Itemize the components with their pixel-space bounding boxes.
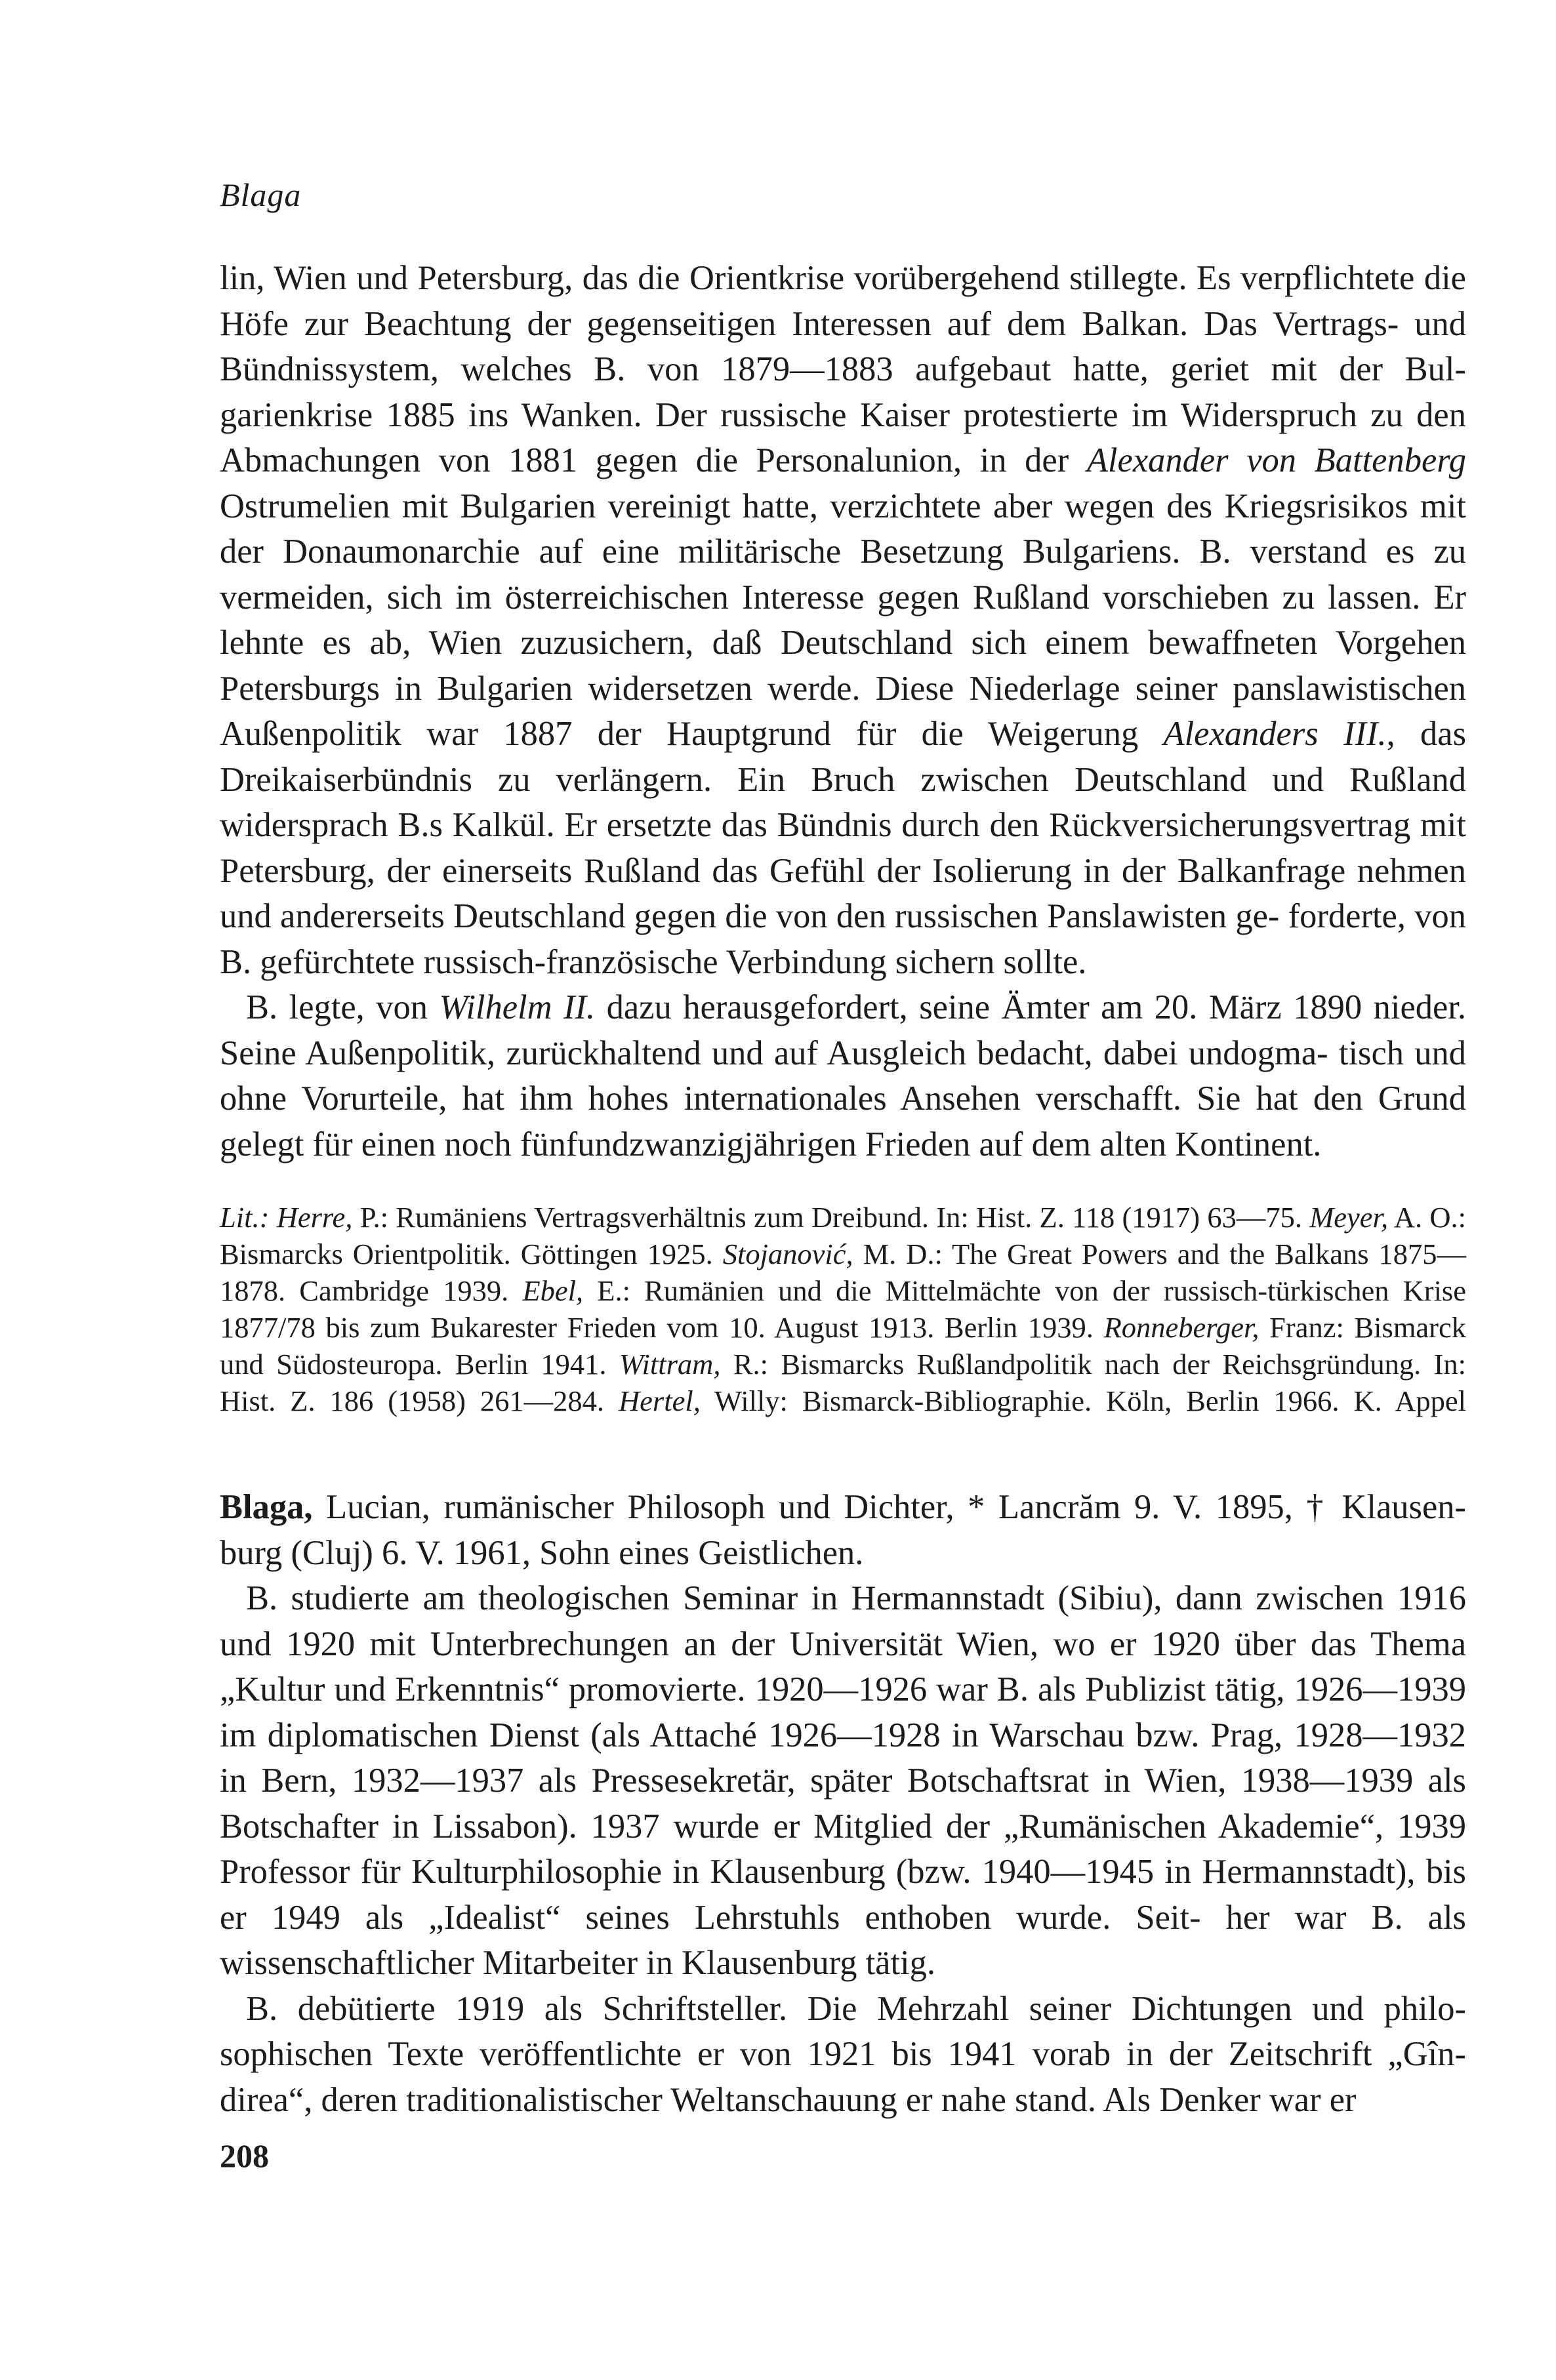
lit-reference: Willy: Bismarck-Bibliographie. Köln, Berlin 1966. (714, 1384, 1340, 1417)
lit-author: Ronneberger, (1103, 1311, 1259, 1344)
article-author: K. Appel (1353, 1384, 1467, 1417)
lit-reference: E.: Rumänien und die Mittelmächte von der russisch-türkischen Krise 1877/78 bis zum Bukarester Frieden vom 10. August 1913. Berlin 1939. (220, 1274, 1467, 1344)
entry-headword: Blaga, (220, 1488, 313, 1526)
bismarck-paragraph-2 (220, 985, 1466, 1167)
blaga-entry-intro (220, 1485, 1466, 1576)
lit-author: Hertel, (619, 1384, 701, 1417)
lit-reference: R.: Bismarcks Rußlandpolitik nach der Reichsgründung. In: Hist. Z. 186 (1958) 261—284. (220, 1348, 1467, 1417)
literature-list (220, 1199, 1466, 1419)
person-name: Wilhelm II. (439, 988, 596, 1026)
paragraph-text: , das Dreikaiserbündnis zu verlängern. Ein Bruch zwischen Deutschland und Rußland widersprach B.s Kalkül. Er ersetzte das Bündnis durch den Rückversicherungsvertrag mit Petersburg, der einerseits Rußland das Gefühl der Isolierung in der Balkanfrage nehmen und andererseits Deutschland gegen die von den russischen Panslawisten ge- forderte, von B. gefürchtete russisch-französische Verbindung sichern sollte. (220, 715, 1466, 981)
blaga-paragraph-2: B. studierte am theologischen Seminar in Hermannstadt (Sibiu), dann zwischen 1916 und 1920 mit Unterbrechungen an der Universität Wien, wo er 1920 über das Thema „Kultur und Erkenntnis“ promovierte. 1920—1926 war B. als Publizist tätig, 1926—1939 im diplomatischen Dienst (als Attaché 1926—1928 in Warschau bzw. Prag, 1928—1932 in Bern, 1932—1937 als Pressesekretär, später Botschaftsrat in Wien, 1938—1939 als Botschafter in Lissabon). 1937 wurde er Mitglied der „Rumänischen Akademie“, 1939 Professor für Kulturphilosophie in Klausenburg (bzw. 1940—1945 in Hermannstadt), bis er 1949 als „Idealist“ seines Lehrstuhls enthoben wurde. Seit- her war B. als wissenschaftlicher Mitarbeiter in Klausenburg tätig. (220, 1579, 1466, 1982)
bismarck-paragraph-1 (220, 256, 1466, 985)
paragraph-text: Lucian, rumänischer Philosoph und Dichter, * Lancrăm 9. V. 1895, † Klausen- burg (Cluj) 6. V. 1961, Sohn eines Geistlichen. (220, 1488, 1466, 1572)
paragraph-text: dazu herausgefordert, seine Ämter am 20. März 1890 nieder. Seine Außenpolitik, zurückhaltend und auf Ausgleich bedacht, dabei undogma- tisch und ohne Vorurteile, hat ihm hohes internationales Ansehen verschafft. Sie hat den Grund gelegt für einen noch fünfundzwanzigjährigen Frieden auf dem alten Kontinent. (220, 988, 1467, 1163)
entry-separator (220, 1419, 1466, 1485)
lit-author: Stojanović, (722, 1238, 853, 1270)
person-name: Alexanders III. (1163, 715, 1387, 753)
lit-reference: P.: Rumäniens Vertragsverhältnis zum Dreibund. In: Hist. Z. 118 (1917) 63—75. (359, 1201, 1302, 1234)
paragraph-text: B. legte, von (246, 988, 428, 1026)
person-name: Alexander von Battenberg (1086, 441, 1466, 479)
lit-author: Ebel, (522, 1274, 584, 1307)
lit-reference: M. D.: The Great Powers and the Balkans 1875—1878. Cambridge 1939. (220, 1238, 1467, 1307)
running-head: Blaga (220, 176, 302, 213)
paragraph-text: lin, Wien und Petersburg, das die Orientkrise vorübergehend stillegte. Es verpflichtete die Höfe zur Beachtung der gegenseitigen Interessen auf dem Balkan. Das Vertrags- und Bündnissystem, welches B. von 1879—1883 aufgebaut hatte, geriet mit der Bul- garienkrise 1885 ins Wanken. Der russische Kaiser protestierte im Widerspruch zu den Abmachungen von 1881 gegen die Personalunion, in der (220, 259, 1466, 479)
paragraph-text: Ostrumelien mit Bulgarien vereinigt hatte, verzichtete aber wegen des Kriegsrisikos mit der Donaumonarchie auf eine militärische Besetzung Bulgariens. B. verstand es zu vermeiden, sich im österreichischen Interesse gegen Rußland vorschieben zu lassen. Er lehnte es ab, Wien zuzusichern, daß Deutschland sich einem bewaffneten Vorgehen Petersburgs in Bulgarien widersetzen werde. Diese Niederlage seiner panslawistischen Außenpolitik war 1887 der Hauptgrund für die Weigerung (220, 487, 1466, 753)
page-number: 208 (220, 2137, 269, 2174)
lit-reference: Franz: Bismarck und Südosteuropa. Berlin 1941. (220, 1311, 1467, 1381)
lit-reference: A. O.: Bismarcks Orientpolitik. Göttingen 1925. (220, 1201, 1467, 1270)
lit-author: Wittram, (619, 1348, 721, 1381)
blaga-paragraph-3: B. debütierte 1919 als Schriftsteller. Die Mehrzahl seiner Dichtungen und philo- sophischen Texte veröffentlichte er von 1921 bis 1941 vorab in der Zeitschrift „Gîn- direa“, deren traditionalistischer Weltanschauung er nahe stand. Als Denker war er (220, 1989, 1466, 2119)
lit-author: Meyer, (1309, 1201, 1389, 1234)
page-body (220, 256, 1466, 2123)
lit-author: Herre, (276, 1201, 353, 1234)
literature-label: Lit.: (220, 1201, 270, 1234)
